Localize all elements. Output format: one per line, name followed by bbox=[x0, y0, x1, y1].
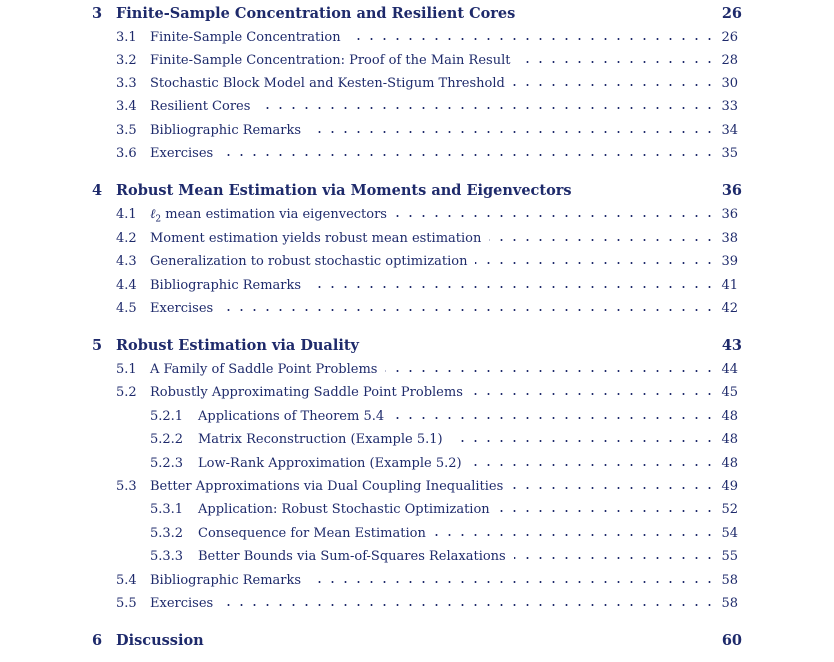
toc-entry-number: 4 bbox=[92, 182, 103, 199]
toc-entry-title[interactable]: Bibliographic Remarks bbox=[150, 573, 302, 588]
toc-entry-title[interactable]: Robust Mean Estimation via Moments and Eigenvectors bbox=[116, 182, 572, 199]
toc-entry-title[interactable]: Robustly Approximating Saddle Point Problems bbox=[150, 385, 463, 400]
toc-leader-dots bbox=[385, 370, 716, 372]
toc-leader-dots bbox=[392, 417, 716, 419]
ell-subscript: 2 bbox=[155, 214, 162, 225]
toc-entry-page[interactable]: 38 bbox=[721, 231, 738, 246]
ell-symbol: ℓ bbox=[150, 207, 156, 222]
toc-entry-page[interactable]: 60 bbox=[721, 632, 742, 649]
toc-entry-number: 3.2 bbox=[116, 53, 137, 68]
toc-entry-page[interactable]: 52 bbox=[721, 502, 738, 517]
toc-section-5-3[interactable] bbox=[0, 477, 834, 499]
toc-entry-number: 4.4 bbox=[116, 278, 137, 293]
toc-chapter-5[interactable] bbox=[0, 337, 834, 359]
toc-entry-title[interactable]: Better Approximations via Dual Coupling Inequalities bbox=[150, 479, 504, 494]
toc-entry-number: 3.5 bbox=[116, 123, 137, 138]
toc-entry-page[interactable]: 43 bbox=[721, 337, 742, 354]
toc-section-4-5[interactable] bbox=[0, 299, 834, 321]
toc-entry-number: 6 bbox=[92, 632, 103, 649]
toc-chapter-3[interactable] bbox=[0, 5, 834, 27]
toc-entry-page[interactable]: 36 bbox=[721, 182, 742, 199]
toc-leader-dots bbox=[513, 84, 716, 86]
toc-entry-page[interactable]: 41 bbox=[721, 278, 738, 293]
toc-leader-dots bbox=[258, 107, 716, 109]
toc-entry-title[interactable]: Exercises bbox=[150, 301, 214, 316]
toc-entry-title[interactable]: Bibliographic Remarks bbox=[150, 123, 302, 138]
toc-entry-number: 5.2.1 bbox=[150, 409, 184, 424]
toc-leader-dots bbox=[309, 286, 716, 288]
toc-entry-page[interactable]: 30 bbox=[721, 76, 738, 91]
toc-section-4-1[interactable] bbox=[0, 205, 834, 227]
toc-entry-number: 5.1 bbox=[116, 362, 137, 377]
toc-subsection-5-2-3[interactable] bbox=[0, 454, 834, 476]
toc-entry-number: 5.4 bbox=[116, 573, 137, 588]
toc-leader-dots bbox=[498, 510, 716, 512]
toc-entry-title[interactable]: Better Bounds via Sum-of-Squares Relaxations bbox=[198, 549, 506, 564]
toc-entry-title[interactable]: Exercises bbox=[150, 146, 214, 161]
toc-leader-dots bbox=[514, 557, 716, 559]
toc-section-3-6[interactable] bbox=[0, 144, 834, 166]
toc-chapter-6[interactable] bbox=[0, 632, 834, 654]
toc-entry-page[interactable]: 44 bbox=[721, 362, 738, 377]
toc-subsection-5-3-3[interactable] bbox=[0, 547, 834, 569]
toc-section-5-2[interactable] bbox=[0, 383, 834, 405]
toc-section-5-5[interactable] bbox=[0, 594, 834, 616]
toc-entry-page[interactable]: 48 bbox=[721, 432, 738, 447]
toc-entry-number: 5.5 bbox=[116, 596, 137, 611]
toc-subsection-5-3-1[interactable] bbox=[0, 500, 834, 522]
toc-entry-title[interactable]: A Family of Saddle Point Problems bbox=[150, 362, 378, 377]
toc-entry-title[interactable]: Robust Estimation via Duality bbox=[116, 337, 359, 354]
toc-leader-dots bbox=[309, 131, 716, 133]
toc-leader-dots bbox=[221, 604, 716, 606]
toc-entry-page[interactable]: 58 bbox=[721, 573, 738, 588]
toc-leader-dots bbox=[221, 309, 716, 311]
toc-leader-dots bbox=[475, 262, 716, 264]
toc-leader-dots bbox=[511, 487, 716, 489]
toc-entry-page[interactable]: 49 bbox=[721, 479, 738, 494]
toc-entry-number: 3.3 bbox=[116, 76, 137, 91]
toc-subsection-5-2-1[interactable] bbox=[0, 407, 834, 429]
toc-leader-dots bbox=[470, 464, 716, 466]
toc-entry-page[interactable]: 28 bbox=[721, 53, 738, 68]
toc-entry-number: 5.2 bbox=[116, 385, 137, 400]
toc-section-5-4[interactable] bbox=[0, 571, 834, 593]
toc-section-3-4[interactable] bbox=[0, 97, 834, 119]
toc-entry-number: 3.1 bbox=[116, 30, 137, 45]
toc-entry-title[interactable]: Bibliographic Remarks bbox=[150, 278, 302, 293]
toc-entry-number: 3.4 bbox=[116, 99, 137, 114]
toc-entry-title[interactable]: Exercises bbox=[150, 596, 214, 611]
toc-entry-number: 4.2 bbox=[116, 231, 137, 246]
toc-entry-page[interactable]: 34 bbox=[721, 123, 738, 138]
toc-entry-title[interactable]: Moment estimation yields robust mean estimation bbox=[150, 231, 482, 246]
toc-entry-page[interactable]: 36 bbox=[721, 207, 738, 222]
toc-entry-title-text: mean estimation via eigenvectors bbox=[161, 207, 387, 222]
toc-subsection-5-2-2[interactable] bbox=[0, 430, 834, 452]
toc-section-5-1[interactable] bbox=[0, 360, 834, 382]
toc-entry-title[interactable]: Matrix Reconstruction (Example 5.1) bbox=[198, 432, 443, 447]
toc-entry-number: 4.3 bbox=[116, 254, 137, 269]
toc-entry-page[interactable]: 54 bbox=[721, 526, 738, 541]
toc-leader-dots bbox=[434, 534, 716, 536]
toc-entry-page[interactable]: 35 bbox=[721, 146, 738, 161]
toc-chapter-4[interactable] bbox=[0, 182, 834, 204]
toc-entry-number: 3 bbox=[92, 5, 103, 22]
toc-entry-title[interactable]: Generalization to robust stochastic optimization bbox=[150, 254, 468, 269]
toc-entry-number: 5.2.3 bbox=[150, 456, 184, 471]
toc-entry-page[interactable]: 33 bbox=[721, 99, 738, 114]
toc-entry-title[interactable]: Low-Rank Approximation (Example 5.2) bbox=[198, 456, 462, 471]
toc-entry-page[interactable]: 48 bbox=[721, 409, 738, 424]
toc-entry-number: 5.3.2 bbox=[150, 526, 184, 541]
toc-leader-dots bbox=[221, 154, 716, 156]
toc-entry-page[interactable]: 39 bbox=[721, 254, 738, 269]
toc-entry-number: 5.3.1 bbox=[150, 502, 184, 517]
toc-entry-title[interactable]: Consequence for Mean Estimation bbox=[198, 526, 426, 541]
toc-leader-dots bbox=[518, 61, 716, 63]
toc-entry-number: 5 bbox=[92, 337, 103, 354]
toc-section-4-2[interactable] bbox=[0, 229, 834, 251]
toc-leader-dots bbox=[395, 215, 716, 217]
toc-section-3-3[interactable] bbox=[0, 74, 834, 96]
toc-entry-page[interactable]: 26 bbox=[721, 5, 742, 22]
toc-section-4-3[interactable] bbox=[0, 252, 834, 274]
toc-entry-page[interactable]: 26 bbox=[721, 30, 738, 45]
toc-entry-title[interactable]: Resilient Cores bbox=[150, 99, 251, 114]
toc-entry-page[interactable]: 42 bbox=[721, 301, 738, 316]
toc-entry-title[interactable]: Finite-Sample Concentration: Proof of the Main Result bbox=[150, 53, 511, 68]
toc-entry-title[interactable]: Applications of Theorem 5.4 bbox=[198, 409, 385, 424]
toc-entry-number: 3.6 bbox=[116, 146, 137, 161]
toc-entry-title[interactable]: Discussion bbox=[116, 632, 204, 649]
toc-section-3-2[interactable] bbox=[0, 51, 834, 73]
toc-entry-title[interactable] bbox=[150, 205, 387, 230]
toc-section-3-1[interactable] bbox=[0, 28, 834, 50]
toc-leader-dots bbox=[349, 38, 716, 40]
toc-section-3-5[interactable] bbox=[0, 121, 834, 143]
toc-entry-number: 5.2.2 bbox=[150, 432, 184, 447]
toc-entry-title[interactable]: Application: Robust Stochastic Optimization bbox=[198, 502, 490, 517]
toc-entry-number: 5.3.3 bbox=[150, 549, 184, 564]
toc-entry-title[interactable]: Stochastic Block Model and Kesten-Stigum Threshold bbox=[150, 76, 505, 91]
toc-leader-dots bbox=[451, 440, 716, 442]
toc-entry-page[interactable]: 48 bbox=[721, 456, 738, 471]
toc-entry-number: 4.5 bbox=[116, 301, 137, 316]
toc-subsection-5-3-2[interactable] bbox=[0, 524, 834, 546]
toc-entry-page[interactable]: 55 bbox=[721, 549, 738, 564]
toc-leader-dots bbox=[309, 581, 716, 583]
toc-entry-number: 4.1 bbox=[116, 207, 137, 222]
toc-entry-title[interactable]: Finite-Sample Concentration and Resilient Cores bbox=[116, 5, 516, 22]
toc-entry-number: 5.3 bbox=[116, 479, 137, 494]
toc-section-4-4[interactable] bbox=[0, 276, 834, 298]
toc-entry-page[interactable]: 45 bbox=[721, 385, 738, 400]
toc-leader-dots bbox=[471, 393, 716, 395]
toc-entry-title[interactable]: Finite-Sample Concentration bbox=[150, 30, 341, 45]
toc-leader-dots bbox=[489, 239, 716, 241]
toc-entry-page[interactable]: 58 bbox=[721, 596, 738, 611]
